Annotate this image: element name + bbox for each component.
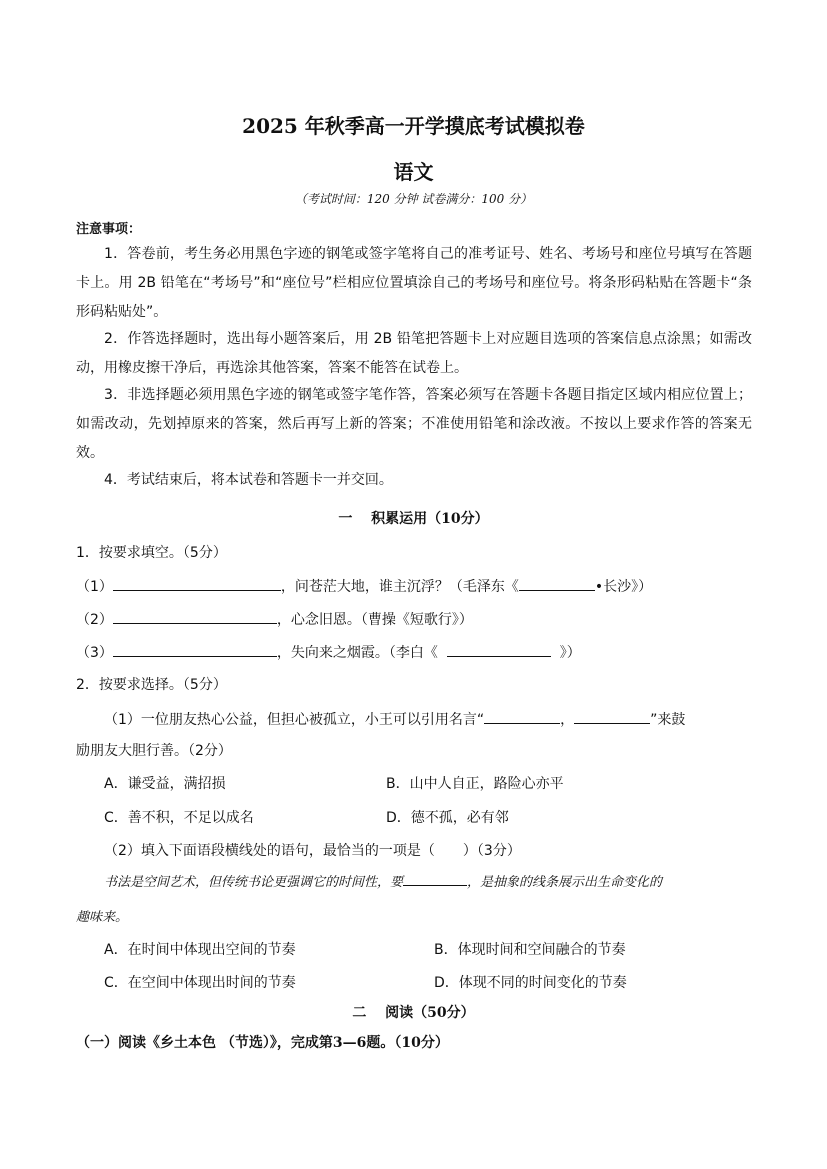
q2b-option-b[interactable]: B．体现时间和空间融合的节奏 [434,942,626,958]
q2-sub1-a: （1）一位朋友热心公益，但担心被孤立，小王可以引用名言“ [104,712,485,728]
q1-l2-num: （2） [76,612,113,628]
q2-sub1 [104,708,685,729]
q2-sub2: （2）填入下面语段横线处的语句，最恰当的一项是（ ）（3分） [104,843,521,859]
q2-option-d[interactable]: D．德不孤，必有邻 [386,810,509,826]
q1-l3-end: 》） [559,645,581,661]
notice-item-1: 1．答卷前，考生务必用黑色字迹的钢笔或签字笔将自己的准考证号、姓名、考场号和座位号填写在答题卡上。用 2B 铅笔在“考场号”和“座位号”栏相应位置填涂自己的考场号和座位号。将条形码粘贴在答题卡“条形码粘贴处”。 [76,246,752,320]
q2b-option-a[interactable]: A．在时间中体现出空间的节奏 [104,942,296,958]
notice-item-3: 3．非选择题必须用黑色字迹的钢笔或签字笔作答，答案必须写在答题卡各题目指定区域内相应位置上；如需改动，先划掉原来的答案，然后再写上新的答案；不准使用铅笔和涂改液。不按以上要求作答的答案无效。 [76,387,752,461]
q2-sub1-cont: 励朋友大胆行善。（2分） [76,743,232,759]
answer-blank[interactable] [113,575,281,591]
section1-title: 一 积累运用（10分） [338,511,489,527]
q2-option-c[interactable]: C．善不积，不足以成名 [104,810,254,826]
answer-blank[interactable] [574,708,650,724]
answer-blank[interactable] [519,575,595,591]
answer-blank[interactable] [484,708,560,724]
q1-stem: 1．按要求填空。（5分） [76,545,227,561]
notice-heading: 注意事项： [76,222,142,237]
q1-l2-text: ，心念旧恩。（曹操《短歌行》） [276,612,473,628]
q2-passage-c: 趣味来。 [76,910,129,925]
q1-l3-text: ，失向来之烟霞。（李白《 [276,645,438,661]
answer-blank[interactable] [447,641,551,657]
answer-blank[interactable] [113,608,277,624]
exam-title: 2025 年秋季高一开学摸底考试模拟卷 [242,114,585,138]
subject-title: 语文 [393,160,434,184]
section2-sub: （一）阅读《乡土本色 （节选）》，完成第3—6题。（10分） [76,1035,449,1051]
q2-passage [104,866,752,900]
q1-l1-num: （1） [76,579,113,595]
q2-stem: 2．按要求选择。（5分） [76,677,227,693]
q2b-option-d[interactable]: D．体现不同的时间变化的节奏 [434,975,627,991]
q2-sub1-b: ， [560,712,575,728]
q2-passage-a: 书法是空间艺术，但传统书论更强调它的时间性，要 [104,875,404,890]
q1-l1-end: •长沙》） [594,579,653,595]
section2-title: 二 阅读（50分） [352,1005,475,1021]
q1-line1 [76,575,652,596]
q2b-option-c[interactable]: C．在空间中体现出时间的节奏 [104,975,296,991]
answer-blank[interactable] [403,870,467,886]
q1-line3 [76,641,581,662]
exam-meta: （考试时间：120 分钟 试卷满分：100 分） [294,192,533,206]
q1-line2 [76,608,473,629]
answer-blank[interactable] [113,641,277,657]
q2-option-b[interactable]: B．山中人自正，路险心亦平 [386,776,564,792]
notice-item-4: 4．考试结束后，将本试卷和答题卡一并交回。 [104,472,393,488]
q2-sub1-c: ”来鼓 [650,712,686,728]
notice-item-2: 2．作答选择题时，选出每小题答案后，用 2B 铅笔把答题卡上对应题目选项的答案信息点涂黑；如需改动，用橡皮擦干净后，再选涂其他答案，答案不能答在试卷上。 [76,331,752,376]
q2-passage-b: ，是抽象的线条展示出生命变化的 [467,875,663,890]
q1-l1-text: ，问苍茫大地，谁主沉浮？（毛泽东《 [280,579,519,595]
q2-option-a[interactable]: A．谦受益，满招损 [104,776,226,792]
q1-l3-num: （3） [76,645,113,661]
